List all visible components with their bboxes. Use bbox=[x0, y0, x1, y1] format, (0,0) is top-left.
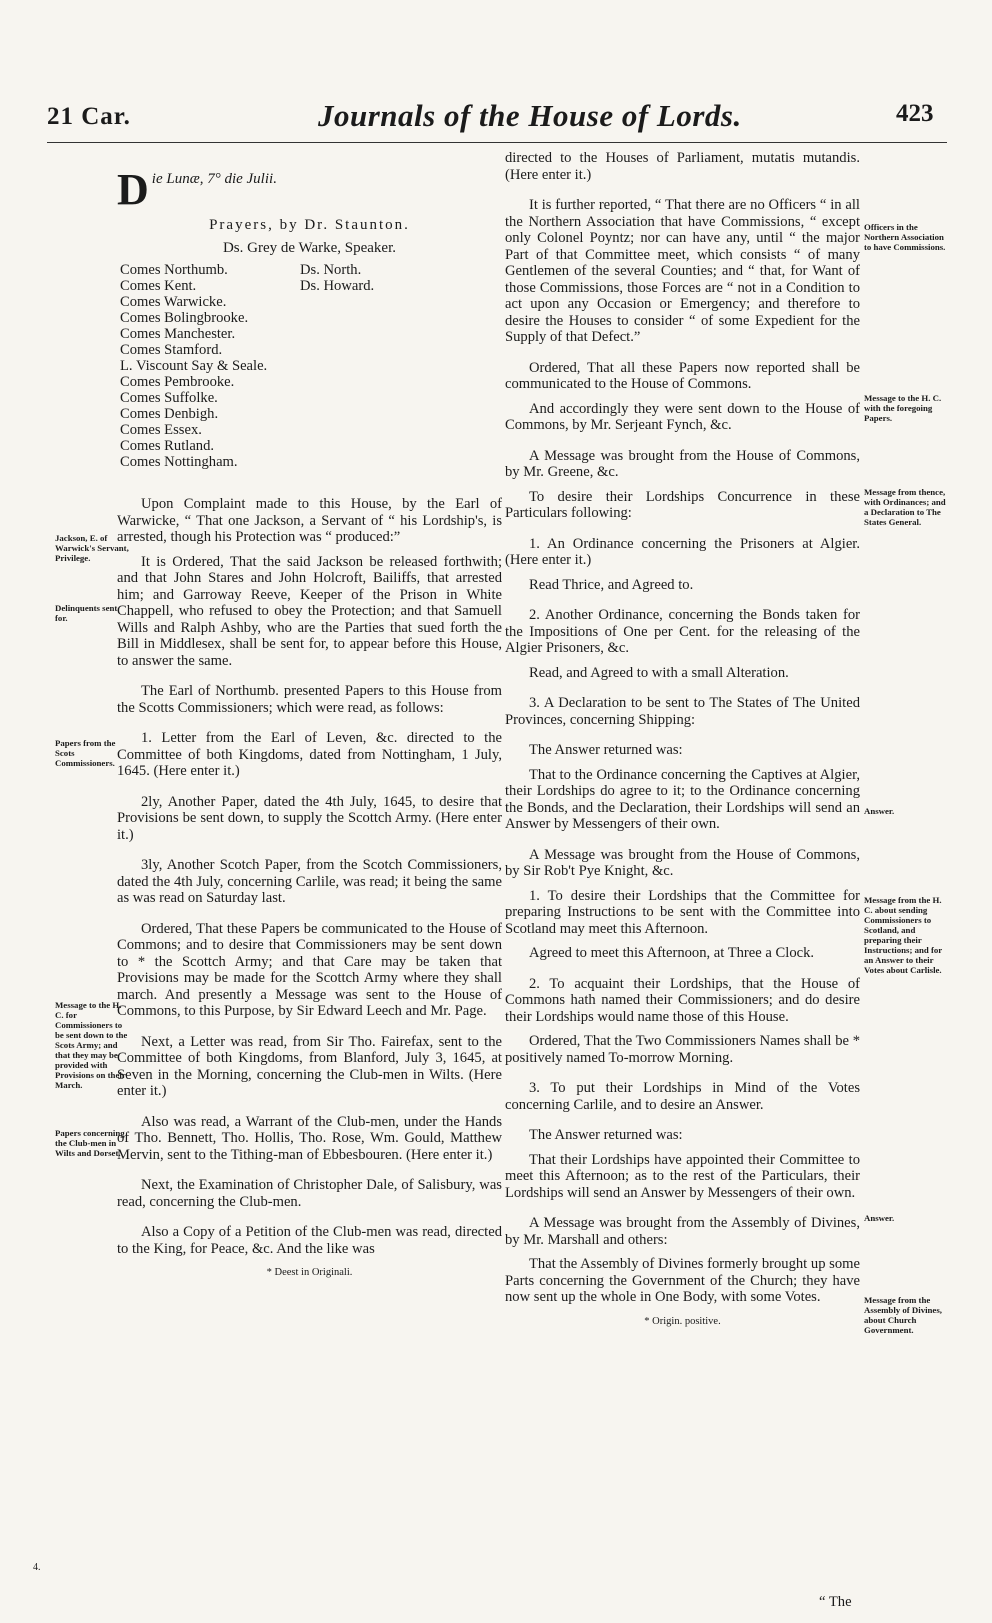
margin-note: Message from the Assembly of Divines, about Church Government. bbox=[864, 1295, 942, 1335]
margin-note: Jackson, E. of Warwick's Servant, Privilege. bbox=[55, 533, 129, 563]
paragraph: directed to the Houses of Parliament, mutatis mutandis. (Here enter it.) bbox=[505, 150, 860, 183]
margin-note: Message from the H. C. about sending Commissioners to Scotland, and preparing their Instructions; and for an Answer to their Votes about Carlisle. bbox=[864, 895, 943, 975]
right-column bbox=[505, 150, 860, 1330]
paragraph: It is further reported, “ That there are no Officers “ in all the Northern Association that have Commissions, “ except only Colonel Poyntz; nor can have any, until “ the major Part of that Committee meet, which consists “ of many Gentlemen of the several Counties; and “ that, for Want of those Commissions, those Forces are “ not in a Condition to act upon any Occasion or Emergency; and therefore to desire the Houses to consider “ of some Expedient for the Supply of that Defect.” bbox=[505, 197, 860, 345]
page-title: Journals of the House of Lords. bbox=[318, 98, 742, 133]
attendee: Comes Essex. bbox=[120, 422, 202, 438]
footnote: * Origin. positive. bbox=[644, 1315, 721, 1327]
attendance-peers-left bbox=[120, 262, 267, 470]
margin-note: Delinquents sent for. bbox=[55, 603, 118, 623]
paragraph: Read Thrice, and Agreed to. bbox=[529, 576, 694, 593]
attendee: Comes Suffolke. bbox=[120, 390, 218, 406]
margin-note: Officers in the Northern Association to have Commissions. bbox=[864, 222, 946, 252]
attendee: Comes Nottingham. bbox=[120, 454, 238, 470]
drop-cap: D bbox=[117, 165, 149, 214]
attendee: Comes Warwicke. bbox=[120, 294, 227, 310]
paragraph: Next, a Letter was read, from Sir Tho. Fairefax, sent to the Committee of both Kingdoms, from Blanford, July 3, 1645, at Seven in the Morning, concerning the Club-men in Wilts. (Here enter it.) bbox=[117, 1033, 502, 1099]
paragraph: 1. Letter from the Earl of Leven, &c. directed to the Committee of both Kingdoms, dated from Nottingham, 1 July, 1645. (Here enter it.) bbox=[117, 730, 502, 779]
paragraph: Ordered, That these Papers be communicated to the House of Commons; and to desire that Commissioners may be sent down to * the Scottch Army; and that Care may be taken that Provisions may be made for the Scottch Army where they shall march. And presently a Message was sent to the House of Commons, to this Purpose, by Sir Edward Leech and Mr. Page. bbox=[117, 920, 502, 1019]
margin-note: Papers concerning the Club-men in Wilts and Dorset. bbox=[55, 1128, 125, 1158]
paragraph: The Answer returned was: bbox=[529, 1127, 683, 1143]
paragraph: Ordered, That the Two Commissioners Names shall be * positively named To-morrow Morning. bbox=[505, 1033, 860, 1066]
paragraph: 3. A Declaration to be sent to The States of The United Provinces, concerning Shipping: bbox=[505, 695, 860, 728]
attendee: Comes Manchester. bbox=[120, 326, 236, 342]
left-column bbox=[117, 165, 502, 1282]
speaker-line: Ds. Grey de Warke, Speaker. bbox=[222, 239, 397, 256]
paragraph: A Message was brought from the House of Commons, by Sir Rob't Pye Knight, &c. bbox=[505, 846, 860, 879]
paragraph: 3ly, Another Scotch Paper, from the Scotch Commissioners, dated the 4th July, concerning Carlile, was read; it being the same as was read on Saturday last. bbox=[117, 857, 502, 906]
paragraph: Next, the Examination of Christopher Dale, of Salisbury, was read, concerning the Club-men. bbox=[117, 1177, 502, 1210]
paragraph: The Answer returned was: bbox=[529, 742, 683, 758]
day-line: ie Lunæ, 7° die Julii. bbox=[151, 171, 277, 187]
margin-note: Message to the H. C. for Commissioners to be sent down to the Scots Army; and that they may be provided with Provisions on their March. bbox=[55, 1000, 128, 1090]
paragraph: And accordingly they were sent down to the House of Commons, by Mr. Serjeant Fynch, &c. bbox=[505, 400, 860, 433]
running-head-left: 21 Car. bbox=[47, 103, 131, 130]
attendee: Comes Denbigh. bbox=[120, 406, 219, 422]
paragraph: Read, and Agreed to with a small Alteration. bbox=[529, 664, 789, 681]
margin-note: Message to the H. C. with the foregoing Papers. bbox=[864, 393, 942, 423]
paragraph: 3. To put their Lordships in Mind of the Votes concerning Carlile, and to desire an Answer. bbox=[505, 1080, 860, 1113]
paragraph: A Message was brought from the House of Commons, by Mr. Greene, &c. bbox=[505, 447, 860, 480]
paragraph: That to the Ordinance concerning the Captives at Algier, their Lordships do agree to it; to the Ordinance concerning the Bonds, and the Declaration, their Lordships will send an Answer by Messengers of their own. bbox=[505, 766, 860, 832]
attendee: Comes Pembrooke. bbox=[120, 374, 235, 390]
footnote: * Deest in Originali. bbox=[266, 1267, 353, 1278]
paragraph: Also was read, a Warrant of the Club-men, under the Hands of Tho. Bennett, Tho. Hollis, Tho. Rose, Wm. Gould, Matthew Mervin, sent to the Tithing-man of Ebbesbouren. (Here enter it.) bbox=[117, 1113, 502, 1163]
paragraph: 1. To desire their Lordships that the Committee for preparing Instructions to be sent with the Committee into Scotland may meet this Afternoon. bbox=[505, 887, 860, 937]
paragraph: Agreed to meet this Afternoon, at Three a Clock. bbox=[529, 945, 815, 961]
paragraph: 1. An Ordinance concerning the Prisoners at Algier. (Here enter it.) bbox=[505, 535, 860, 568]
header-rule bbox=[47, 142, 947, 143]
page-mark: 4. bbox=[33, 1562, 41, 1573]
paragraph: Ordered, That all these Papers now reported shall be communicated to the House of Commons. bbox=[505, 359, 860, 392]
margin-note: Answer. bbox=[864, 806, 895, 816]
margin-note: Message from thence, with Ordinances; and a Declaration to The States General. bbox=[864, 487, 946, 527]
attendance-list bbox=[117, 262, 502, 482]
paragraph: A Message was brought from the Assembly of Divines, by Mr. Marshall and others: bbox=[505, 1215, 860, 1248]
attendee: Ds. Howard. bbox=[300, 278, 375, 294]
paragraph: That the Assembly of Divines formerly brought up some Parts concerning the Government of the Church; they have now sent up the whole in One Body, with some Votes. bbox=[505, 1256, 860, 1305]
catchword: “ The bbox=[819, 1594, 852, 1610]
margin-note: Answer. bbox=[864, 1213, 895, 1223]
attendee: Comes Northumb. bbox=[120, 262, 228, 278]
attendee: Comes Bolingbrooke. bbox=[120, 310, 249, 326]
paragraph: That their Lordships have appointed their Committee to meet this Afternoon; as to the rest of the Particulars, their Lordships will send an Answer by Messengers of their own. bbox=[505, 1151, 860, 1201]
paragraph: 2. Another Ordinance, concerning the Bonds taken for the Impositions of One per Cent. for the releasing of the Algier Prisoners, &c. bbox=[505, 607, 860, 656]
paragraph: To desire their Lordships Concurrence in these Particulars following: bbox=[505, 488, 860, 521]
paragraph: It is Ordered, That the said Jackson be released forthwith; and that John Stares and John Holcroft, Bailiffs, that arrested him; and Garroway Reeve, Keeper of the Prison in White Chappell, who refused to obey the Protection; and that Samuell Wills and Ralph Ashby, who are the Parties that sued forth the Bill in Middlesex, shall be sent for, to appear before this House, to answer the same. bbox=[117, 553, 502, 669]
paragraph: The Earl of Northumb. presented Papers to this House from the Scotts Commissioners; which were read, as follows: bbox=[117, 683, 502, 716]
paragraph: Also a Copy of a Petition of the Club-men was read, directed to the King, for Peace, &c. And the like was bbox=[117, 1224, 502, 1257]
paragraph: 2. To acquaint their Lordships, that the House of Commons hath named their Commissioners; and do desire their Lordships would name those of this House. bbox=[505, 975, 860, 1025]
attendee: Comes Kent. bbox=[120, 278, 197, 294]
prayers-line: Prayers, by Dr. Staunton. bbox=[209, 217, 410, 233]
attendance-peers-right bbox=[300, 262, 374, 294]
margin-note: Papers from the Scots Commissioners. bbox=[55, 738, 116, 768]
attendee: Comes Rutland. bbox=[120, 438, 215, 454]
attendee: Comes Stamford. bbox=[120, 342, 223, 358]
page-number: 423 bbox=[896, 100, 934, 127]
day-heading bbox=[117, 165, 502, 214]
paragraph: Upon Complaint made to this House, by the Earl of Warwicke, “ That one Jackson, a Servant of “ his Lordship's, is arrested, though his Protection was “ produced:” bbox=[117, 496, 502, 545]
attendee: L. Viscount Say & Seale. bbox=[120, 358, 268, 374]
attendee: Ds. North. bbox=[300, 262, 362, 278]
paragraph: 2ly, Another Paper, dated the 4th July, 1645, to desire that Provisions be sent down, to supply the Scottch Army. (Here enter it.) bbox=[117, 793, 502, 843]
